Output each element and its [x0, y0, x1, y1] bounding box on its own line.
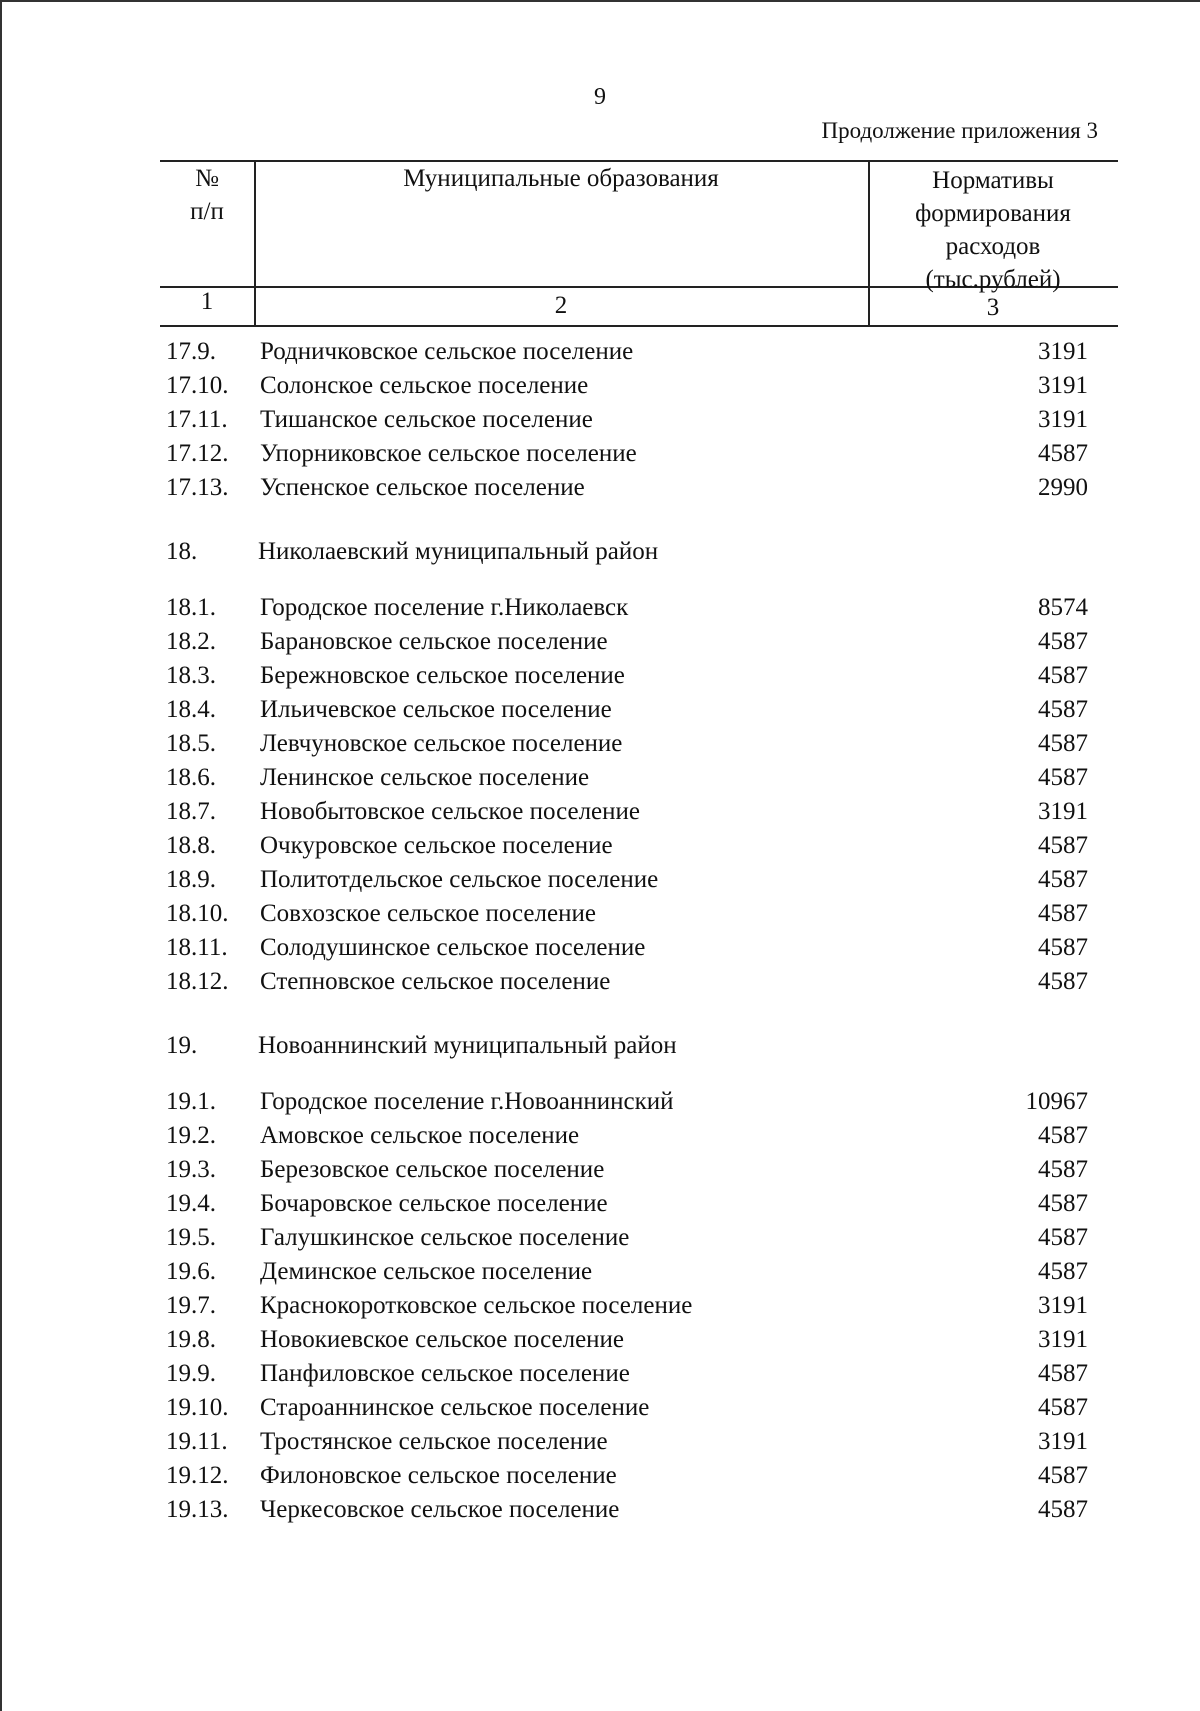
row-municipality-name: Успенское сельское поселение [260, 474, 585, 501]
row-number: 19.10. [166, 1394, 229, 1421]
row-municipality-name: Тростянское сельское поселение [260, 1428, 608, 1455]
table-row [0, 934, 1200, 968]
row-municipality-name: Бочаровское сельское поселение [260, 1190, 608, 1217]
row-number: 19.4. [166, 1190, 216, 1217]
table-row [0, 1326, 1200, 1360]
table-row [0, 1394, 1200, 1428]
row-municipality-name: Совхозское сельское поселение [260, 900, 596, 927]
table-row [0, 1088, 1200, 1122]
row-municipality-name: Городское поселение г.Николаевск [260, 594, 629, 621]
row-expense-norm: 3191 [1038, 798, 1088, 825]
row-expense-norm: 2990 [1038, 474, 1088, 501]
row-expense-norm: 4587 [1038, 1360, 1088, 1387]
row-number: 18.12. [166, 968, 229, 995]
row-number: 19.12. [166, 1462, 229, 1489]
table-row [0, 1224, 1200, 1258]
row-number: 17.12. [166, 440, 229, 467]
page-border-top [0, 0, 1200, 2]
row-municipality-name: Деминское сельское поселение [260, 1258, 593, 1285]
table-row [0, 372, 1200, 406]
row-expense-norm: 4587 [1038, 866, 1088, 893]
table-row [0, 866, 1200, 900]
header-col-name: Муниципальные образования [403, 165, 719, 192]
row-number: 18.5. [166, 730, 216, 757]
table-row [0, 440, 1200, 474]
row-number: 19.3. [166, 1156, 216, 1183]
header-col-number-line-1: № [195, 165, 219, 192]
row-number: 19.9. [166, 1360, 216, 1387]
row-expense-norm: 4587 [1038, 968, 1088, 995]
row-number: 17.10. [166, 372, 229, 399]
row-municipality-name: Бережновское сельское поселение [260, 662, 625, 689]
table-row [0, 900, 1200, 934]
row-municipality-name: Николаевский муниципальный район [258, 538, 659, 565]
table-row [0, 1122, 1200, 1156]
row-expense-norm: 4587 [1038, 1258, 1088, 1285]
row-number: 19.7. [166, 1292, 216, 1319]
row-expense-norm: 4587 [1038, 1190, 1088, 1217]
row-municipality-name: Березовское сельское поселение [260, 1156, 605, 1183]
header-col-number [160, 162, 254, 228]
table-row [0, 1462, 1200, 1496]
header-col-value-line-1: Нормативы [932, 167, 1054, 194]
row-expense-norm: 8574 [1038, 594, 1088, 621]
table-row [0, 968, 1200, 1002]
section-row [0, 1032, 1200, 1066]
row-municipality-name: Черкесовское сельское поселение [260, 1496, 620, 1523]
row-municipality-name: Краснокоротковское сельское поселение [260, 1292, 693, 1319]
row-number: 18.2. [166, 628, 216, 655]
row-expense-norm: 4587 [1038, 1122, 1088, 1149]
row-municipality-name: Левчуновское сельское поселение [260, 730, 623, 757]
row-expense-norm: 4587 [1038, 1496, 1088, 1523]
table-row [0, 1496, 1200, 1530]
row-number: 18.3. [166, 662, 216, 689]
table-row [0, 1156, 1200, 1190]
row-municipality-name: Степновское сельское поселение [260, 968, 611, 995]
row-expense-norm: 3191 [1038, 1428, 1088, 1455]
header-col-value-line-3: расходов [945, 233, 1041, 260]
row-expense-norm: 4587 [1038, 934, 1088, 961]
table-row [0, 1258, 1200, 1292]
table-row [0, 1428, 1200, 1462]
row-number: 18.11. [166, 934, 228, 961]
row-expense-norm: 3191 [1038, 406, 1088, 433]
table-row [0, 696, 1200, 730]
row-expense-norm: 4587 [1038, 440, 1088, 467]
row-municipality-name: Ленинское сельское поселение [260, 764, 590, 791]
row-expense-norm: 4587 [1038, 1224, 1088, 1251]
header-col-number-line-2: п/п [190, 198, 224, 225]
row-number: 18.7. [166, 798, 216, 825]
row-number: 19.8. [166, 1326, 216, 1353]
row-expense-norm: 3191 [1038, 1292, 1088, 1319]
row-number: 19. [166, 1032, 198, 1059]
row-expense-norm: 4587 [1038, 1156, 1088, 1183]
table-row [0, 1292, 1200, 1326]
header-col-value-line-2: формирования [915, 200, 1071, 227]
row-municipality-name: Галушкинское сельское поселение [260, 1224, 630, 1251]
table-row [0, 474, 1200, 508]
row-number: 18. [166, 538, 198, 565]
row-number: 17.9. [166, 338, 216, 365]
row-municipality-name: Очкуровское сельское поселение [260, 832, 613, 859]
row-municipality-name: Политотдельское сельское поселение [260, 866, 659, 893]
row-municipality-name: Новоаннинский муниципальный район [258, 1032, 677, 1059]
table-row [0, 798, 1200, 832]
row-number: 19.6. [166, 1258, 216, 1285]
row-number: 17.11. [166, 406, 228, 433]
table-row [0, 628, 1200, 662]
row-municipality-name: Панфиловское сельское поселение [260, 1360, 630, 1387]
header-colnum-2: 2 [554, 292, 568, 319]
row-municipality-name: Барановское сельское поселение [260, 628, 608, 655]
table-row [0, 832, 1200, 866]
header-bottom-rule [160, 325, 1118, 327]
header-col-value [868, 164, 1118, 296]
row-municipality-name: Амовское сельское поселение [260, 1122, 580, 1149]
row-expense-norm: 3191 [1038, 338, 1088, 365]
table-row [0, 730, 1200, 764]
row-expense-norm: 4587 [1038, 662, 1088, 689]
row-municipality-name: Новокиевское сельское поселение [260, 1326, 625, 1353]
row-expense-norm: 4587 [1038, 730, 1088, 757]
row-municipality-name: Ильичевское сельское поселение [260, 696, 612, 723]
row-municipality-name: Упорниковское сельское поселение [260, 440, 637, 467]
row-expense-norm: 4587 [1038, 628, 1088, 655]
row-number: 18.1. [166, 594, 216, 621]
row-expense-norm: 4587 [1038, 900, 1088, 927]
row-expense-norm: 4587 [1038, 696, 1088, 723]
table-row [0, 662, 1200, 696]
section-row [0, 538, 1200, 572]
row-number: 19.2. [166, 1122, 216, 1149]
row-number: 18.9. [166, 866, 216, 893]
row-expense-norm: 3191 [1038, 372, 1088, 399]
row-number: 19.5. [166, 1224, 216, 1251]
row-number: 19.11. [166, 1428, 228, 1455]
row-expense-norm: 10967 [1025, 1088, 1088, 1115]
header-colnum-3: 3 [986, 294, 1000, 321]
table-row [0, 406, 1200, 440]
page-number: 9 [594, 84, 606, 110]
row-expense-norm: 3191 [1038, 1326, 1088, 1353]
row-expense-norm: 4587 [1038, 832, 1088, 859]
row-municipality-name: Солонское сельское поселение [260, 372, 589, 399]
row-number: 18.4. [166, 696, 216, 723]
header-col-value-line-4: (тыс.рублей) [925, 266, 1061, 293]
row-number: 19.1. [166, 1088, 216, 1115]
table-row [0, 764, 1200, 798]
row-municipality-name: Солодушинское сельское поселение [260, 934, 646, 961]
row-municipality-name: Городское поселение г.Новоаннинский [260, 1088, 674, 1115]
row-expense-norm: 4587 [1038, 1394, 1088, 1421]
row-number: 18.10. [166, 900, 229, 927]
row-municipality-name: Филоновское сельское поселение [260, 1462, 617, 1489]
row-municipality-name: Староаннинское сельское поселение [260, 1394, 650, 1421]
row-municipality-name: Родничковское сельское поселение [260, 338, 634, 365]
table-row [0, 1190, 1200, 1224]
row-number: 18.8. [166, 832, 216, 859]
row-number: 19.13. [166, 1496, 229, 1523]
table-row [0, 594, 1200, 628]
row-municipality-name: Тишанское сельское поселение [260, 406, 593, 433]
row-expense-norm: 4587 [1038, 1462, 1088, 1489]
row-municipality-name: Новобытовское сельское поселение [260, 798, 641, 825]
continuation-label: Продолжение приложения 3 [821, 118, 1098, 143]
row-number: 17.13. [166, 474, 229, 501]
row-expense-norm: 4587 [1038, 764, 1088, 791]
header-colnum-1: 1 [200, 288, 214, 315]
row-number: 18.6. [166, 764, 216, 791]
table-row [0, 338, 1200, 372]
table-row [0, 1360, 1200, 1394]
